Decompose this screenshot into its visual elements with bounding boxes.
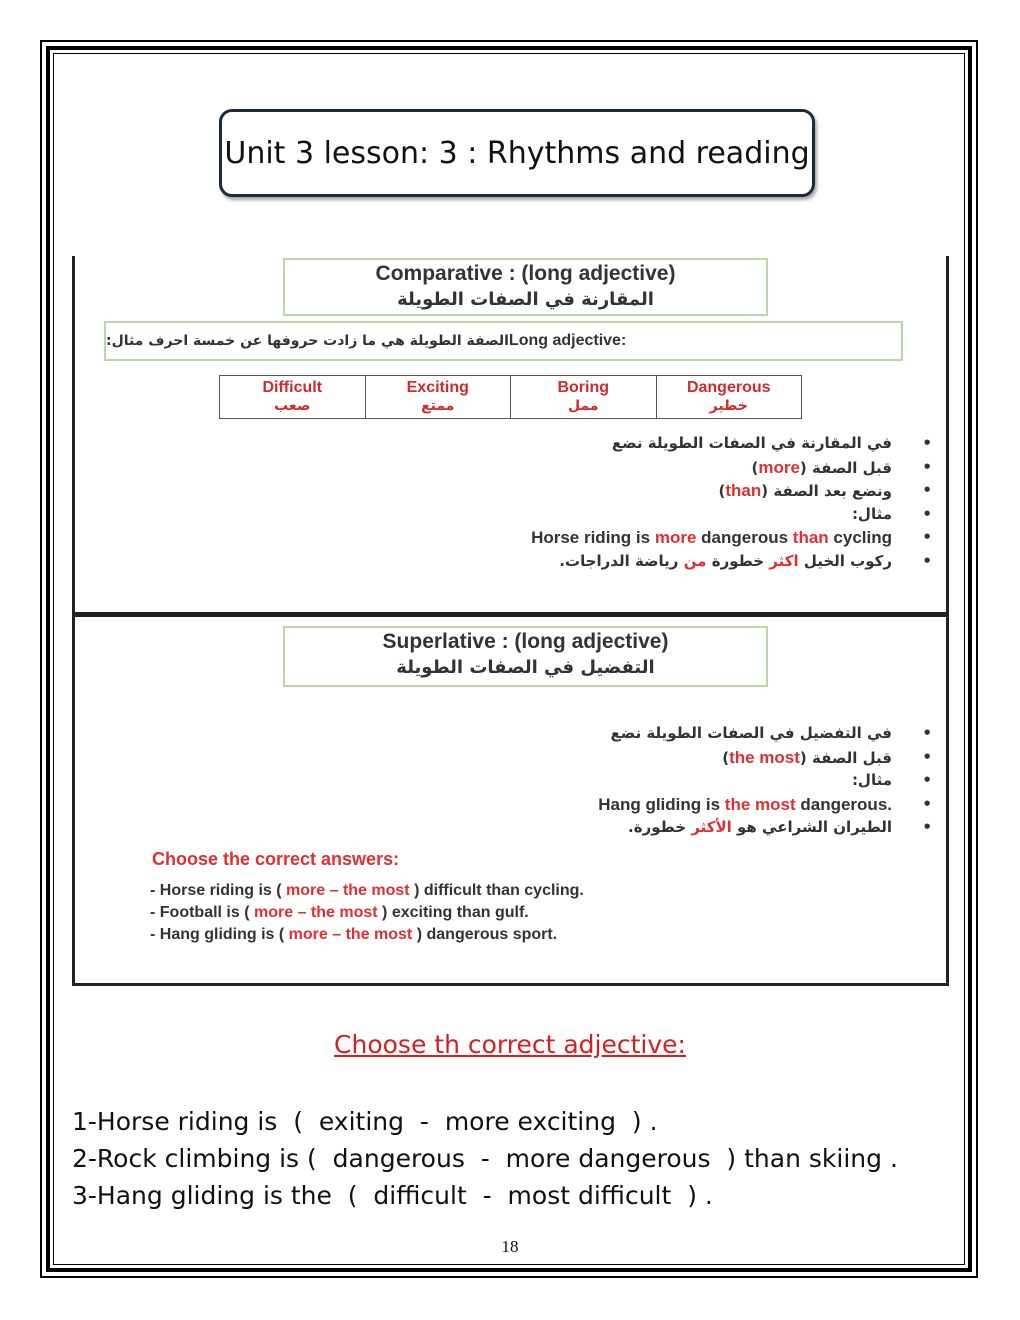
page-number: 18 [501,1237,519,1256]
lesson-title: Unit 3 lesson: 3 : Rhythms and reading [219,109,815,197]
list-item: • مثال: [531,503,892,527]
list-item: • قبل الصفة (the most) [598,746,892,770]
long-adjective-definition [104,321,903,361]
superlative-heading: Superlative : (long adjective) [382,630,669,653]
table-cell: Difficult صعب [220,376,366,419]
list-item: - Football is ( more – the most ) exciting than gulf. [150,904,529,921]
list-item: • Hang gliding is the most dangerous. [598,793,892,817]
adjective-table [219,375,802,419]
list-item: • في التفضيل في الصفات الطويلة نضع [598,722,892,746]
list-item: • ونضع بعد الصفة (than) [531,479,892,503]
list-item: • قبل الصفة (more) [531,456,892,480]
choose-heading: Choose the correct answers: [152,849,400,869]
comparative-heading-arabic: المقارنة في الصفات الطويلة [397,289,654,310]
list-item: - Horse riding is ( more – the most ) difficult than cycling. [150,882,584,899]
list-item: 2-Rock climbing is ( dangerous - more dangerous ) than skiing . [72,1144,898,1173]
comparative-heading: Comparative : (long adjective) [375,262,676,285]
comparative-rules-list [531,432,892,573]
superlative-rules-list [598,722,892,840]
list-item: - Hang gliding is ( more – the most ) dangerous sport. [150,926,558,943]
list-item: • في المقارنة في الصفات الطويلة نضع [531,432,892,456]
list-item: • مثال: [598,769,892,793]
definition-label: Long adjective: [508,332,627,349]
exercise-title: Choose th correct adjective: [334,1030,686,1059]
choose-list [150,880,584,946]
list-item: • Horse riding is more dangerous than cycling [531,526,892,550]
table-row [220,376,802,419]
list-item: 1-Horse riding is ( exiting - more exciting ) . [72,1107,658,1136]
list-item: 3-Hang gliding is the ( difficult - most difficult ) . [72,1181,713,1210]
list-item: • الطيران الشراعي هو الأكثر خطورة. [598,816,892,840]
comparative-heading-box [283,258,768,316]
superlative-heading-box [283,626,768,687]
definition-arabic: الصفة الطويلة هي ما زادت حروفها عن خمسة احرف مثال: [106,333,509,349]
lesson-image-frame [72,256,949,986]
table-cell: Exciting ممتع [365,376,511,419]
table-cell: Boring ممل [511,376,657,419]
list-item: • ركوب الخيل اكثر خطورة من رياضة الدراجات. [531,550,892,574]
section-divider [72,612,949,617]
exercise-list [72,1103,898,1214]
table-cell: Dangerous خطير [656,376,802,419]
superlative-heading-arabic: التفضيل في الصفات الطويلة [396,657,655,678]
